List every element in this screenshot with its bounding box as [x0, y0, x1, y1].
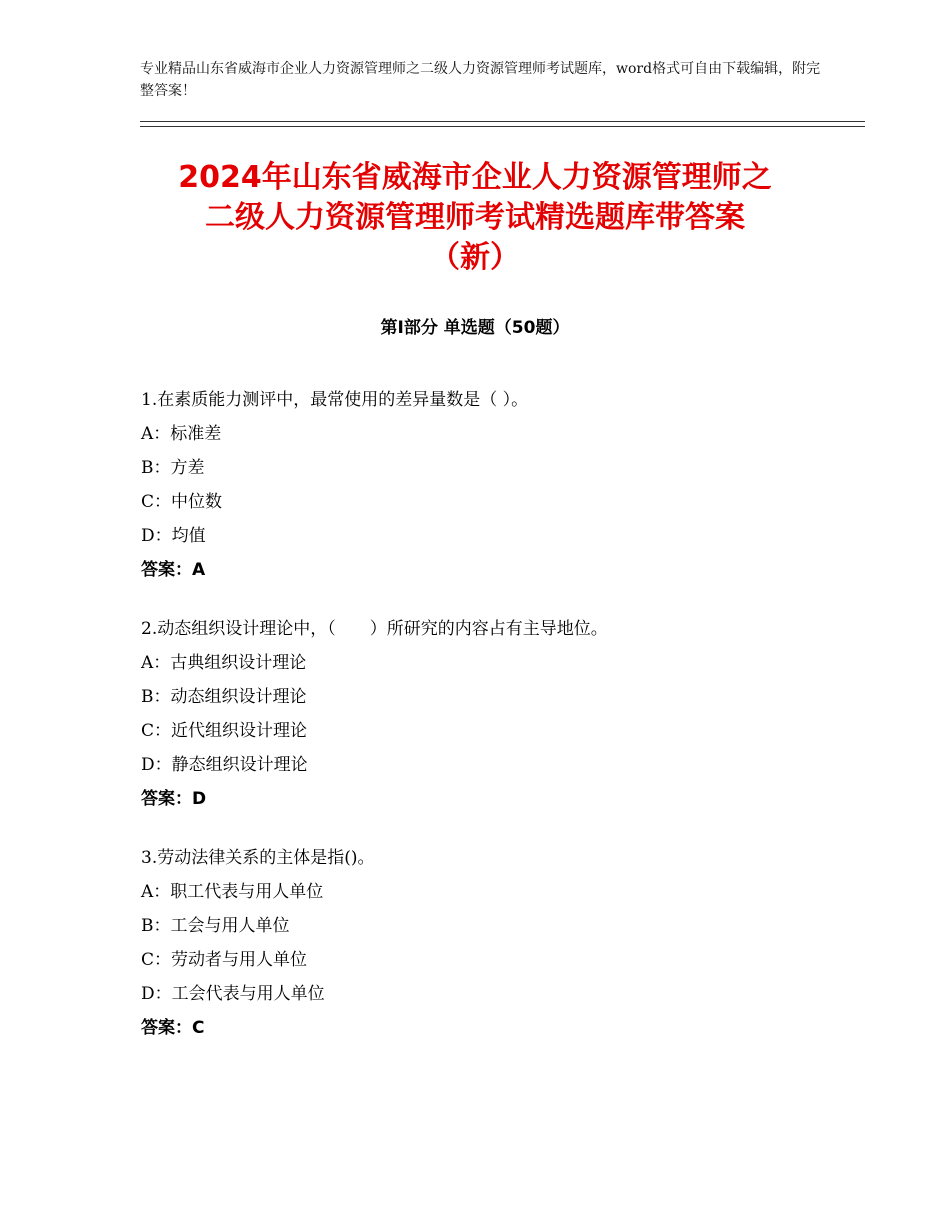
option-d: D：静态组织设计理论 — [141, 755, 308, 775]
option-b: B：动态组织设计理论 — [141, 687, 307, 707]
option-c: C：中位数 — [141, 492, 223, 512]
question-3 — [141, 841, 841, 1045]
title-line-2: 二级人力资源管理师考试精选题库带答案 — [205, 200, 745, 235]
question-1 — [141, 383, 841, 587]
option-c: C：近代组织设计理论 — [141, 721, 308, 741]
option-b: B：方差 — [141, 458, 205, 478]
document-title — [100, 158, 850, 278]
option-d: D：均值 — [141, 526, 206, 546]
section-heading: 第Ⅰ部分 单选题（50题） — [380, 318, 570, 338]
question-stem: 3.劳动法律关系的主体是指()。 — [141, 848, 375, 868]
answer: 答案：D — [141, 789, 207, 809]
question-2 — [141, 612, 841, 816]
answer: 答案：C — [141, 1018, 205, 1038]
answer: 答案：A — [141, 560, 206, 580]
option-a: A：标准差 — [141, 424, 222, 444]
option-b: B：工会与用人单位 — [141, 916, 290, 936]
question-list — [141, 383, 841, 1070]
option-c: C：劳动者与用人单位 — [141, 950, 308, 970]
title-line-1: 2024年山东省威海市企业人力资源管理师之 — [178, 160, 772, 195]
option-d: D：工会代表与用人单位 — [141, 984, 325, 1004]
option-a: A：古典组织设计理论 — [141, 653, 307, 673]
title-line-3: （新） — [430, 240, 520, 275]
header-divider — [140, 121, 865, 127]
option-a: A：职工代表与用人单位 — [141, 882, 324, 902]
question-stem: 2.动态组织设计理论中，（ ）所研究的内容占有主导地位。 — [141, 619, 608, 639]
header-note: 专业精品山东省威海市企业人力资源管理师之二级人力资源管理师考试题库，word格式可自由下载编辑，附完整答案！ — [140, 61, 821, 99]
question-stem: 1.在素质能力测评中，最常使用的差异量数是（ ）。 — [141, 390, 529, 410]
